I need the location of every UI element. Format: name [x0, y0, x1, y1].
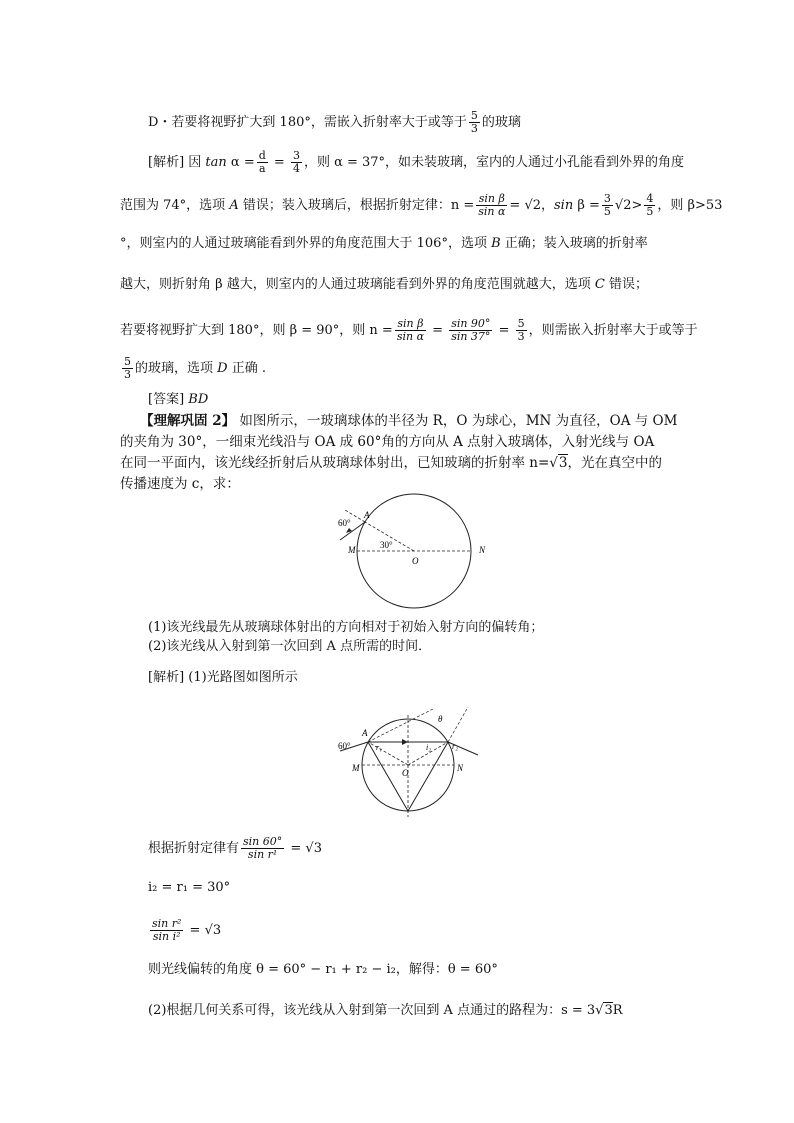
fraction-three-fifths: $\frac{3}{5}$: [603, 192, 611, 218]
label-i2: i₂: [426, 743, 432, 752]
fraction-sin90-sin37: $\frac{\sin 90^\circ}{\sin 37^\circ}$: [451, 317, 491, 343]
arrow-icon-2: [402, 739, 408, 745]
equation-5: (2)根据几何关系可得，该光线从入射到第一次回到 A 点通过的路程为：s = 3√3R: [148, 1003, 623, 1018]
fraction-three-quarters: $\frac{3}{4}$: [292, 149, 300, 175]
problem2-line-4: 传播速度为 c，求：: [120, 476, 240, 492]
analysis-line-6: $\frac{5}{3}$ 的玻璃，选项 D 正确 .: [124, 355, 266, 381]
fraction-five-thirds-2: $\frac{5}{3}$: [517, 317, 525, 343]
question-1: (1)该光线最先从玻璃球体射出的方向相对于初始入射方向的偏转角；: [148, 620, 544, 635]
exit-extension: [448, 707, 468, 742]
fraction-d-a: $\frac{d}{a}$: [258, 149, 266, 175]
label-n-2: N: [457, 763, 464, 773]
label-60: 60°: [338, 518, 351, 528]
problem2-title: 【理解巩固 2】: [140, 413, 236, 429]
analysis-line-3: °，则室内的人通过玻璃能看到外界的角度范围大于 106°，选项 B 正确；装入玻璃的折射率: [120, 236, 648, 251]
fraction-sin60-sinr1: $\frac{\sin 60^\circ}{\text{sin r¹}}$: [243, 835, 283, 861]
label-r1: r₁: [376, 743, 382, 752]
question-2: (2)该光线从入射到第一次回到 A 点所需的时间．: [148, 639, 432, 654]
label-o: O: [412, 556, 419, 566]
label-a-2: A: [362, 728, 368, 738]
label-m-2: M: [352, 763, 360, 773]
fraction-four-fifths: $\frac{4}{5}$: [646, 192, 654, 218]
fraction-five-thirds: $\frac{5}{3}$: [470, 109, 478, 135]
ray-down-right: [408, 742, 448, 811]
analysis-line-1: [解析] 因 tan α = $\frac{d}{a}$ = $\frac{3}{4}$ ，则 α = 37°，如未装玻璃，室内的人通过小孔能看到外界的角度: [148, 149, 685, 175]
figure-1-glass-sphere: [330, 490, 500, 610]
analysis-line-2: 范围为 74°，选项 A 错误；装入玻璃后，根据折射定律：n = $\frac{\text{sin β}}{\text{sin α}}$ = √2，sin β = $\frac{3}{5}$ √2> $\frac{4}{5}$ ，则 β>53: [120, 192, 723, 218]
label-r2: r₂: [452, 742, 458, 751]
label-a: A: [364, 510, 370, 520]
label-theta: θ: [438, 714, 443, 724]
fraction-five-thirds-3: $\frac{5}{3}$: [124, 355, 131, 381]
answer-line: [答案] BD: [148, 392, 209, 407]
label-m: M: [348, 545, 356, 555]
label-n: N: [479, 545, 486, 555]
problem2-line-2: 的夹角为 30°，一细束光线沿与 OA 成 60°角的方向从 A 点射入玻璃体，入射光线与 OA: [120, 434, 655, 450]
problem2-line-3: 在同一平面内，该光线经折射后从玻璃球体射出，已知玻璃的折射率 n=√3，光在真空中的: [120, 455, 662, 471]
incident-extension: [368, 709, 433, 742]
equation-4: 则光线偏转的角度 θ = 60° − r₁ + r₂ − i₂，解得：θ = 60°: [148, 962, 498, 977]
dashed-oa: [368, 742, 408, 765]
analysis-line-4: 越大，则折射角 β 越大，则室内的人通过玻璃能看到外界的角度范围就越大，选项 C 错误；: [120, 277, 649, 292]
analysis-line-5: 若要将视野扩大到 180°，则 β = 90°，则 n = $\frac{\text{sin β}}{\text{sin α}}$ = $\frac{\sin 90^\circ}{\sin 37^\circ}$ = $\frac{5}{3}$ ，则需嵌入折射率大于或等于: [120, 317, 698, 343]
solution-header: [解析] (1)光路图如图所示: [148, 670, 298, 685]
option-d-text: D・若要将视野扩大到 180°，需嵌入折射率大于或等于: [148, 115, 467, 130]
option-d-line: D・若要将视野扩大到 180°，需嵌入折射率大于或等于 $\frac{5}{3}$ 的玻璃: [148, 109, 521, 135]
fraction-sinb-sina-2: $\frac{\text{sin β}}{\text{sin α}}$: [396, 317, 425, 343]
label-o-2: O: [402, 768, 409, 778]
label-30: 30°: [380, 540, 393, 550]
equation-3: $\frac{\text{sin r²}}{\text{sin i²}}$ = √3: [152, 917, 222, 943]
equation-2: i₂ = r₁ = 30°: [148, 880, 231, 895]
fraction-sinr2-sini2: $\frac{\text{sin r²}}{\text{sin i²}}$: [152, 917, 182, 943]
fraction-sinb-sina: $\frac{\text{sin β}}{\text{sin α}}$: [478, 192, 506, 218]
figure-2-light-path: [338, 705, 498, 825]
problem2-line-1: 【理解巩固 2】 如图所示，一玻璃球体的半径为 R，O 为球心，MN 为直径，OA 与 OM: [140, 413, 678, 429]
equation-1: 根据折射定律有 $\frac{\sin 60^\circ}{\text{sin r¹}}$ = √3: [148, 835, 322, 861]
label-60-2: 60°: [338, 741, 351, 751]
